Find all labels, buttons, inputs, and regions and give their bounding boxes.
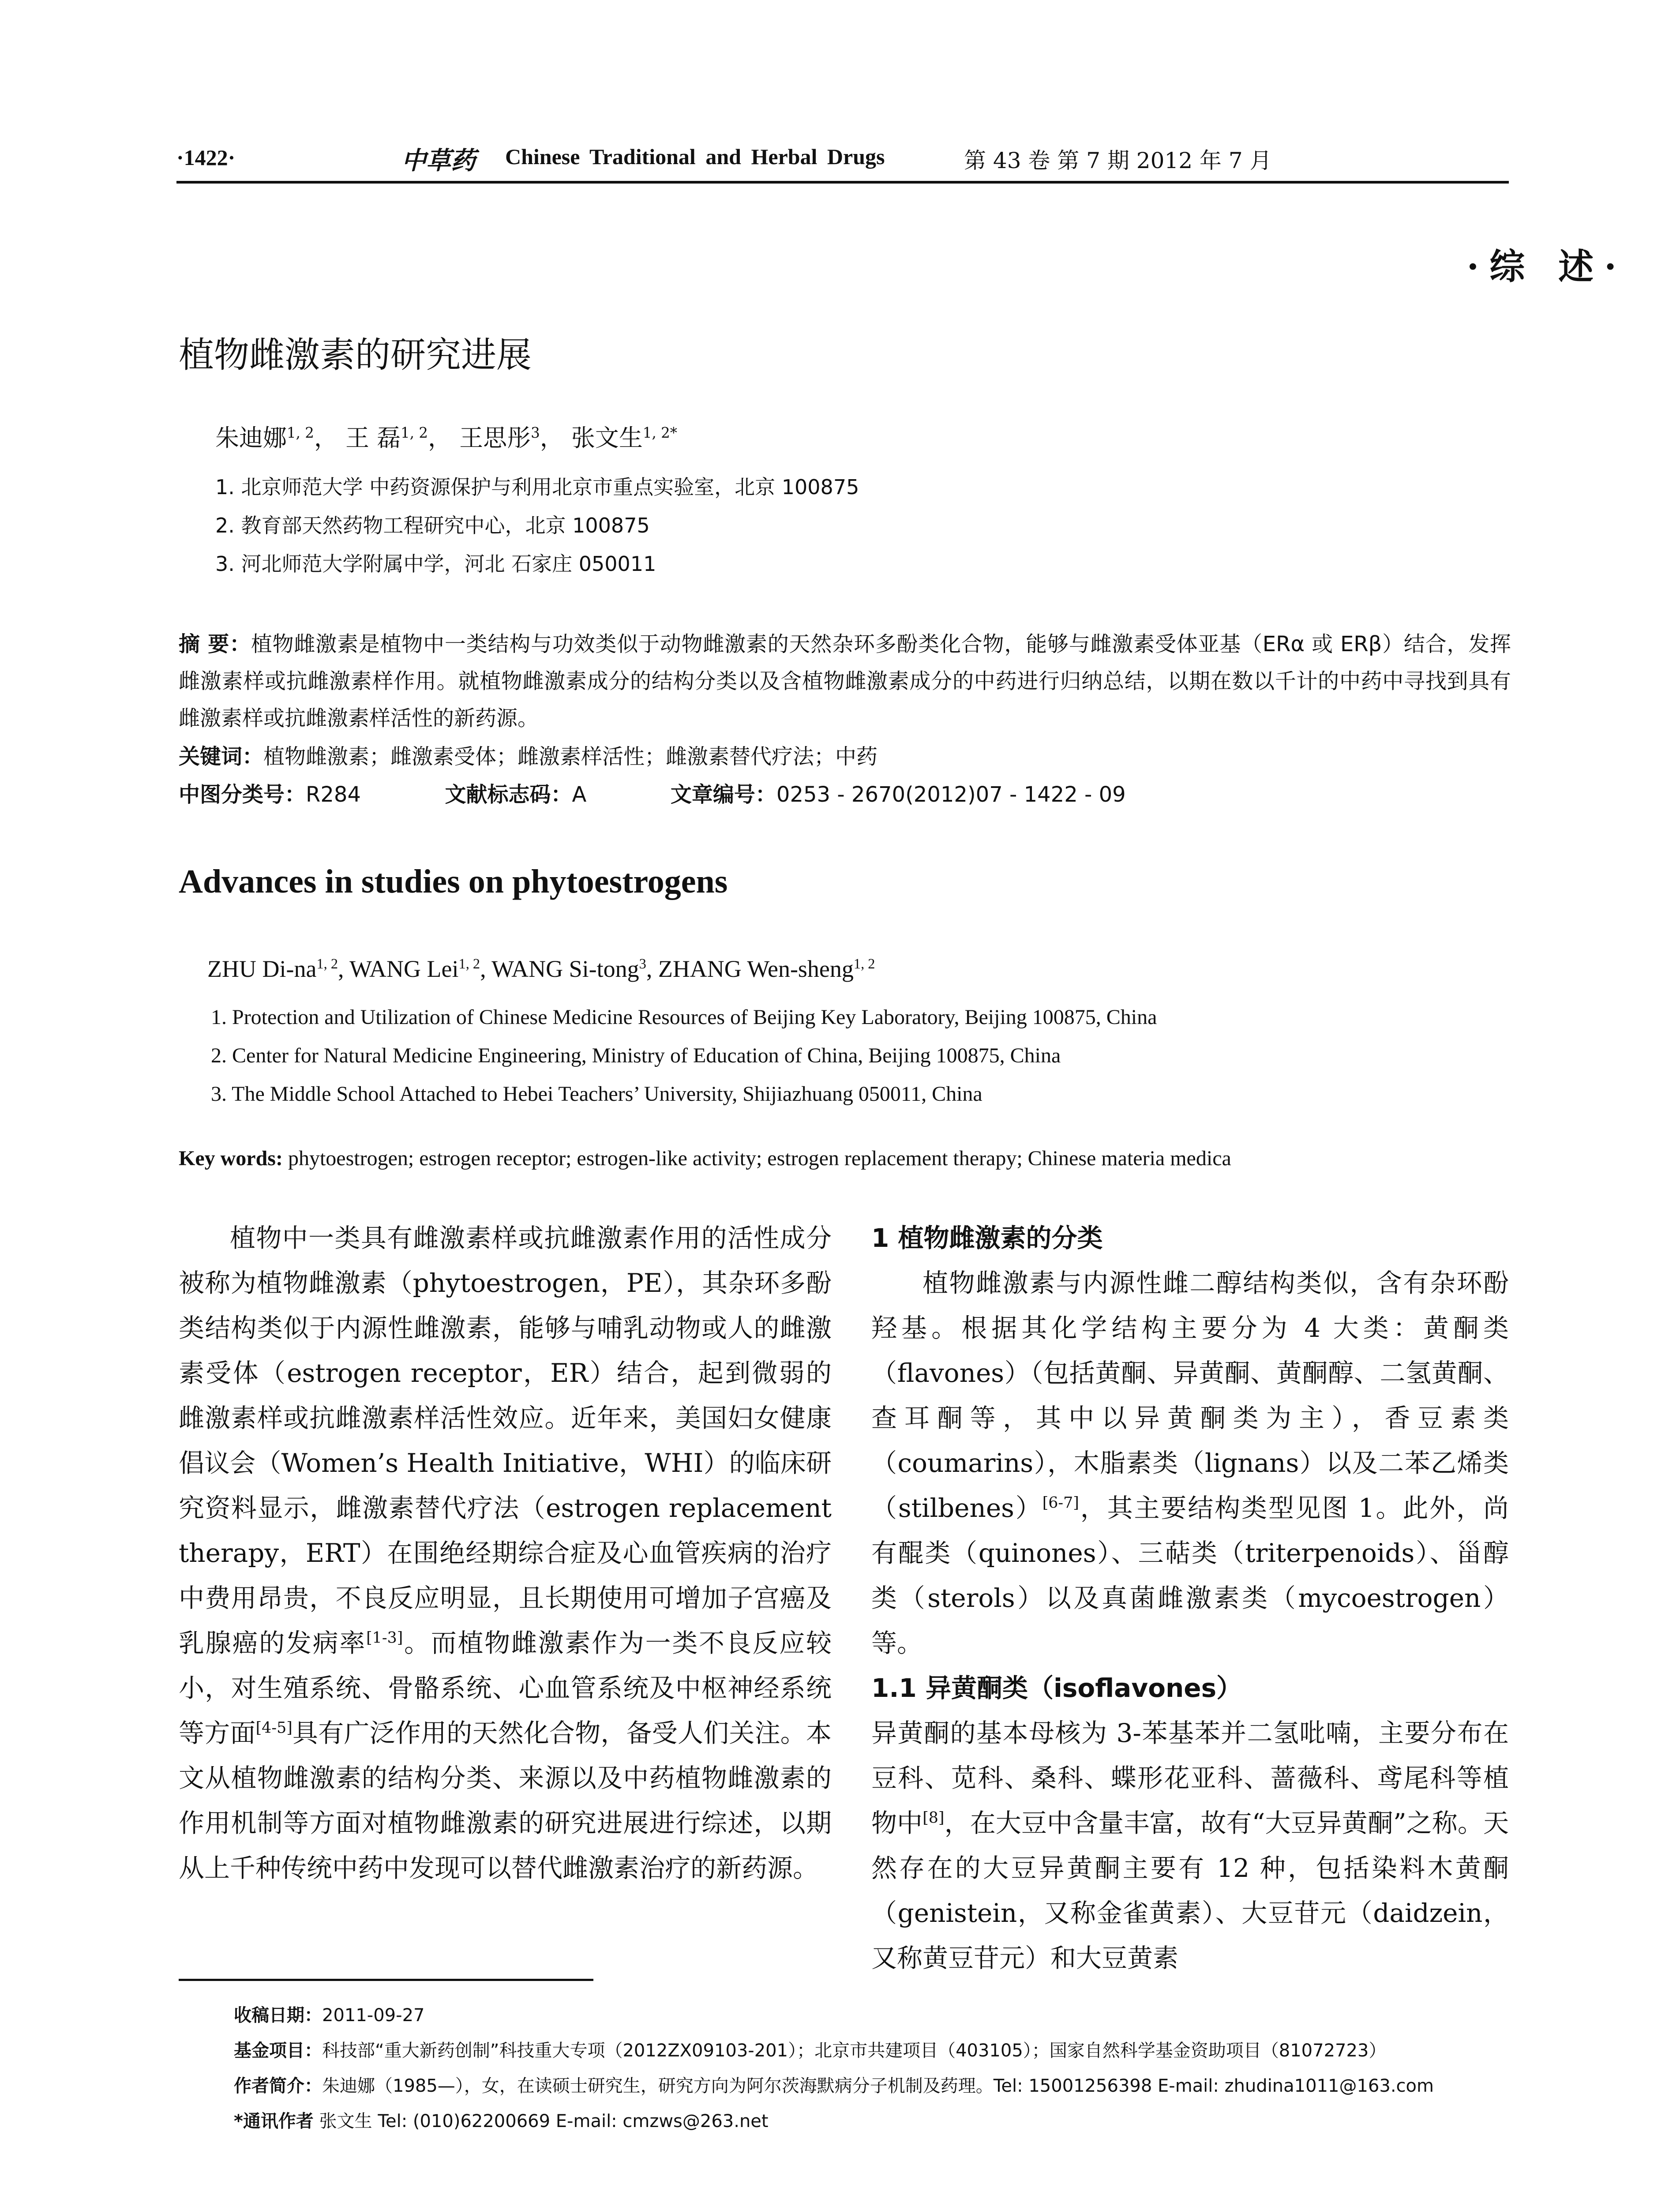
author-name: 王思彤 xyxy=(459,424,531,452)
author-affiliation-mark: 1, 2 xyxy=(853,956,875,972)
author-name: 朱迪娜 xyxy=(215,424,287,452)
footnotes xyxy=(234,1998,1522,2139)
abstract-text: 植物雌激素是植物中一类结构与功效类似于动物雌激素的天然杂环多酚类化合物，能够与雌激素受体亚基（ERα 或 ERβ）结合，发挥雌激素样或抗雌激素样作用。就植物雌激素成分的结构分类以及含植物雌激素成分的中药进行归纳总结，以期在数以千计的中药中寻找到具有雌激素样或抗雌激素样活性的新药源。 xyxy=(179,632,1511,731)
paragraph-text: ，在大豆中含量丰富，故有“大豆异黄酮”之称。天然存在的大豆异黄酮主要有 12 种，包括染料木黄酮（genistein，又称金雀黄素）、大豆苷元（daidzein，又称黄豆苷元）和大豆黄素 xyxy=(871,1808,1509,1973)
body-column-right xyxy=(871,1216,1509,1981)
author-name: 王 磊 xyxy=(345,424,401,452)
paragraph-text: ，其主要结构类型见图 1。此外，尚有醌类（quinones）、三萜类（triterpenoids）、甾醇类（sterols）以及真菌雌激素类（mycoestrogen）等。 xyxy=(871,1493,1509,1658)
author-name: WANG Si-tong xyxy=(491,956,639,982)
affiliation-en: 1. Protection and Utilization of Chinese Medicine Resources of Beijing Key Laboratory, Beijing 100875, China xyxy=(211,1005,1157,1029)
paragraph-text: 植物中一类具有雌激素样或抗雌激素作用的活性成分被称为植物雌激素（phytoestrogen，PE），其杂环多酚类结构类似于内源性雌激素，能够与哺乳动物或人的雌激素受体（estrogen receptor，ER）结合，起到微弱的雌激素样或抗雌激素样活性效应。近年来，美国妇女健康倡议会（Women’s Health Initiative，WHI）的临床研究资料显示，雌激素替代疗法（estrogen replacement therapy，ERT）在围绝经期综合症及心血管疾病的治疗中费用昂贵，不良反应明显，且长期使用可增加子宫癌及乳腺癌的发病率 xyxy=(179,1223,832,1658)
classification-line xyxy=(179,777,1126,808)
author-affiliation-mark: 1, 2 xyxy=(458,956,480,972)
keywords-en xyxy=(179,1146,1231,1171)
author-name: WANG Lei xyxy=(349,956,459,982)
footnote-divider xyxy=(179,1979,593,1981)
author-affiliation-mark: 1, 2 xyxy=(287,424,314,441)
affiliation-cn: 2. 教育部天然药物工程研究中心，北京 100875 xyxy=(215,514,650,537)
section-tag: ·综 述· xyxy=(1466,246,1627,287)
journal-name-en: Chinese Traditional and Herbal Drugs xyxy=(505,144,885,169)
author-affiliation-mark: 1, 2 xyxy=(401,424,428,441)
citation: [4-5] xyxy=(255,1719,292,1737)
body-column-left xyxy=(179,1216,832,1891)
author-name: ZHU Di-na xyxy=(207,956,317,982)
affiliation-cn: 3. 河北师范大学附属中学，河北 石家庄 050011 xyxy=(215,552,656,576)
affiliation-en: 2. Center for Natural Medicine Engineering, Ministry of Education of China, Beijing 100875, China xyxy=(211,1044,1061,1067)
footnote-text: 张文生 Tel: (010)62200669 E-mail: cmzws@263.net xyxy=(313,2111,769,2131)
section-paragraph xyxy=(871,1261,1509,1666)
affiliation-en: 3. The Middle School Attached to Hebei Teachers’ University, Shijiazhuang 050011, China xyxy=(211,1082,982,1106)
article-no-label: 文章编号： xyxy=(670,782,776,807)
journal-issue: 第 43 卷 第 7 期 2012 年 7 月 xyxy=(964,148,1272,173)
running-header xyxy=(176,137,1509,184)
footnote-corresponding xyxy=(234,2104,1522,2139)
clc-value: R284 xyxy=(306,782,361,807)
article-no-value: 0253 - 2670(2012)07 - 1422 - 09 xyxy=(776,782,1126,807)
keywords-cn xyxy=(179,739,878,770)
article-title-cn: 植物雌激素的研究进展 xyxy=(179,334,532,375)
footnote-received xyxy=(234,1998,1522,2033)
footnote-text: 2011-09-27 xyxy=(322,2005,425,2026)
paragraph-text: 异黄酮的基本母核为 3-苯基苯并二氢吡喃，主要分布在豆科、苋科、桑科、蝶形花亚科、蔷薇科、鸢尾科等植物中 xyxy=(871,1718,1509,1838)
abstract-label: 摘 要： xyxy=(179,632,251,657)
footnote-label: 基金项目： xyxy=(234,2041,322,2061)
citation: [6-7] xyxy=(1042,1494,1079,1512)
author-list-cn: 朱迪娜$^{1, 2}$， 王 磊$^{1, 2}$， 王思彤$^3$， 张文生$^{1, 2*}$ xyxy=(215,424,677,452)
footnote-funding xyxy=(234,2033,1522,2068)
footnote-label: 收稿日期： xyxy=(234,2005,322,2026)
footnote-author-bio xyxy=(234,2068,1522,2104)
doc-code-value: A xyxy=(572,782,587,807)
clc-label: 中图分类号： xyxy=(179,782,306,807)
author-affiliation-mark: 3 xyxy=(531,424,540,441)
keywords-label: 关键词： xyxy=(179,744,264,769)
subsection-heading: 1.1 异黄酮类（isoflavones） xyxy=(871,1673,1242,1703)
author-affiliation-mark: 3 xyxy=(639,956,646,972)
footnote-label: *通讯作者 xyxy=(234,2111,314,2131)
paragraph-text: 具有广泛作用的天然化合物，备受人们关注。本文从植物雌激素的结构分类、来源以及中药植物雌激素的作用机制等方面对植物雌激素的研究进展进行综述，以期从上千种传统中药中发现可以替代雌激素治疗的新药源。 xyxy=(179,1718,832,1883)
keywords-text: 植物雌激素；雌激素受体；雌激素样活性；雌激素替代疗法；中药 xyxy=(263,744,878,769)
affiliation-cn: 1. 北京师范大学 中药资源保护与利用北京市重点实验室，北京 100875 xyxy=(215,475,859,499)
journal-name-cn: 中草药 xyxy=(401,146,476,175)
abstract-cn xyxy=(179,626,1511,737)
section-heading: 1 植物雌激素的分类 xyxy=(871,1223,1103,1253)
author-affiliation-mark: 1, 2* xyxy=(642,424,677,441)
author-list-en: ZHU Di-na$^{1, 2}$, WANG Lei$^{1, 2}$, WANG Si-tong$^3$, ZHANG Wen-sheng$^{1, 2}$ xyxy=(207,956,875,982)
author-name: 张文生 xyxy=(571,424,643,452)
keywords-text: phytoestrogen; estrogen receptor; estrogen-like activity; estrogen replacement therapy; Chinese materia medica xyxy=(282,1147,1231,1170)
footnote-text: 科技部“重大新药创制”科技重大专项（2012ZX09103-201）；北京市共建项目（403105）；国家自然科学基金资助项目（81072723） xyxy=(322,2041,1387,2061)
keywords-label: Key words: xyxy=(179,1147,283,1170)
article-title-en: Advances in studies on phytoestrogens xyxy=(179,863,728,900)
page-number: ·1422· xyxy=(176,145,236,170)
paragraph-text: 。而植物雌激素作为一类不良反应较小，对生殖系统、骨骼系统、心血管系统及中枢神经系统等方面 xyxy=(179,1628,832,1748)
doc-code-label: 文献标志码： xyxy=(445,782,572,807)
intro-paragraph xyxy=(179,1216,832,1891)
author-name: ZHANG Wen-sheng xyxy=(658,956,854,982)
author-affiliation-mark: 1, 2 xyxy=(316,956,338,972)
subsection-paragraph xyxy=(871,1711,1509,1981)
footnote-label: 作者简介： xyxy=(234,2076,322,2096)
paragraph-text: 植物雌激素与内源性雌二醇结构类似，含有杂环酚羟基。根据其化学结构主要分为 4 大类：黄酮类（flavones）（包括黄酮、异黄酮、黄酮醇、二氢黄酮、查耳酮等，其中以异黄酮类为主），香豆素类（coumarins），木脂素类（lignans）以及二苯乙烯类（stilbenes） xyxy=(871,1268,1509,1523)
citation: [1-3] xyxy=(366,1629,403,1647)
citation: [8] xyxy=(922,1809,945,1827)
footnote-text: 朱迪娜（1985—），女，在读硕士研究生，研究方向为阿尔茨海默病分子机制及药理。Tel: 15001256398 E-mail: zhudina1011@163.com xyxy=(322,2076,1434,2096)
